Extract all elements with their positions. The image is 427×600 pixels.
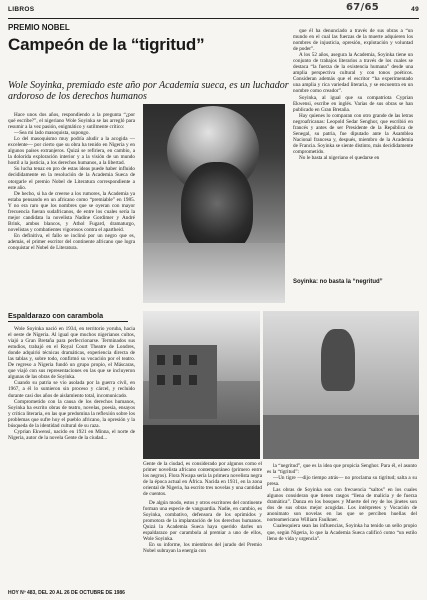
paragraph: De hecho, si ha de creerse a los rumores, la Academia ya estaba pensando en un africano como “premiable” en 1985. Y no era raro que los nombres que se oyeran con mayor frecuencia fueran sudafricanos, de entre los cuales sería la mejor candidata la novelista Nadine Gordimer y André Brink, ambos blancos, y Athol Fugard, dramaturgo, novelistas y combatientes vigorosos contra el apartheid. xyxy=(8,190,135,233)
headline: Campeón de la “tigritud” xyxy=(8,35,205,54)
paragraph: Hace unos dos años, respondiendo a la pregunta “¿por qué escribe?”, el nigeriano Wole Soyinka se las arregló para resumir a la vez pasión, enigmático y sutilmente crítico: xyxy=(8,112,135,131)
paragraph: Cualesquiera sean las influencias, Soyinka ha tenido un sello propio que, según Nigeria, lo que la Academia Sueca calificó como “un estilo lleno de vida y urgencia”. xyxy=(267,523,417,542)
paragraph: Cuando su patria se vio asolada por la guerra civil, en 1967, a él lo sumieron sin proceso y cárcel, y recluido durante casi dos años de aislamiento total, incomunicado. xyxy=(8,380,135,399)
paragraph: Hay quienes lo comparan con otro grande de las letras negroafricanas: Leopold Sedar Senghor, que escribió en francés y antes de ser Presidente de la República de Senegal, su patria, fue diputado ante la Asamblea Nacional francesa y, después, miembro de la Academia de Francia. Soyinka se siente distinto, más decididamente comprometido. xyxy=(293,112,413,155)
column-2-bottom xyxy=(143,500,262,586)
paragraph: De algún modo, estos y otros escritores del continente forman una especie de vanguardia. Nadie, en cambio, es Soyinka, combativo, defensora de los oprimidos y promotora de la implantación de los derechos humanos. Quizá la Academia Sueca haya querido darles un espaldarazo por carambola al premiar a uno de ellos, Wole Soyinka. xyxy=(143,500,262,543)
author-photo xyxy=(143,104,285,303)
paragraph: En su informe, los miembros del jurado del Premio Nobel subrayan la energía con xyxy=(143,542,262,555)
paragraph: Lo del masoquismo muy podría aludir a la acogida —excelente— por cierto que su obra ha tenido en Nigeria y en algunos países extranjeros. Quizá se refiriera, en cambio, a la dolorida exploración interior y a la visión de un mundo hostil a la justicia, a los derechos humanos, a la libertad. xyxy=(8,136,135,167)
paragraph: Soyinka, al igual que su compatriota Cyprian Ekwensi, escribe en inglés. Varias de sus obras se han publicado en Gran Bretaña. xyxy=(293,94,413,113)
subhead: Espaldarazo con carambola xyxy=(8,311,128,322)
photo2-caption-text: Gente de la ciudad, es considerado por algunos como el primer novelista africano contemporáneo (primero entre los negros). Flora Nwapa sería la primera novelista negra de la época actual en África. Nacida en 1931, en la zona oriental de Nigeria, ha escrito tres novelas y una cantidad de cuentos. xyxy=(143,461,262,498)
paragraph: Las obras de Soyinka son con frecuencia “saltos” en los cuales algunos consideran que tienen rasgos “llena de malicia y de fuerza dramática”. Danza en los bosques y Muerte del rey de los jinetes son dos de sus obras mejor acogidas. Los intérpretes y Vocación de anonimato son novelas en las que se perciben huellas del norteamericano William Faulkner. xyxy=(267,487,417,524)
paragraph: A los 52 años, asegura la Academia, Soyinka tiene un conjunto de trabajos literarios a través de los cuales se destaca “la fuerza de la existencia humana” desde una amplia perspectiva cultural y con tonos poéticos. Consideran además que el escritor “ha experimentado una amplia y rica variedad literaria, y se encuentra en un nombre como creador”. xyxy=(293,52,413,95)
paragraph: la “negritud”, que es la idea que propicia Senghor. Para él, el asunto es la “tigritud”: xyxy=(267,463,417,476)
paragraph: Su lucha tenaz en pro de estas ideas puede haber influido decididamente en la resolución de la Academia Sueca de otorgarle el premio Nobel de Literatura correspondiente a este año. xyxy=(8,166,135,191)
paragraph: —Un tigre —dijo tiempo atrás— no proclama su tigritud; salta a su presa. xyxy=(267,475,417,488)
section-label: LIBROS xyxy=(8,6,35,13)
column-1-top xyxy=(8,112,135,307)
paragraph: Comprometido con la causa de los derechos humanos, Soyinka ha escrito obras de teatro, novelas, poesía, ensayos y crítica literaria, en las que predomina la reflexión sobre los problemas que sufre hoy el pueblo africano, la opresión y la búsqueda de la identidad cultural de su raza. xyxy=(8,398,135,429)
paragraph: Cyprian Ekwensi, nacido en 1921 en Minna, el norte de Nigeria, autor de la novela Gente de la ciudad... xyxy=(8,428,135,441)
issue-footer: HOY Nº 483, DEL 20 AL 26 DE OCTUBRE DE 1986 xyxy=(8,590,125,596)
handwritten-note: 67/65 xyxy=(346,2,379,13)
page-number: 49 xyxy=(411,6,419,13)
paragraph: Wole Soyinka nació en 1934, en territorio yoruba, hacia el oeste de Nigeria. Al igual que muchos nigerianos cultos, viajó a Gran Bretaña para perfeccionarse. Terminados sus estudios, trabajó en el Royal Court Theatre de Londres, donde adquirió técnicas dramáticas, experiencia directa de las tablas y, sobre todo, confirmó su vocación por el teatro. De regreso a Nigeria fundó un grupo propio, el Máscaras, que viajó con sus representaciones en las que se incluyeron algunas de las obras de Soyinka. xyxy=(8,326,135,381)
paragraph: En definitiva, el fallo se inclinó por un negro que es, además, el primer escritor del continente africano que logra conquistar el Nobel de Literatura. xyxy=(8,232,135,252)
paragraph: —Sea mi lado masoquista, supongo. xyxy=(14,130,90,137)
deck: Wole Soyinka, premiado este año por Academia sueca, es un luchador ardoroso de los derechos humanos xyxy=(8,80,289,102)
column-3-bottom xyxy=(267,463,417,587)
paragraph: que él ha denunciado a través de sus obras a “un mundo en el cual las fuerzas de la muerte adquieren los nombres de injusticia, opresión, explotación y voluntad de poder”. xyxy=(293,28,413,53)
photo-caption: Soyinka: no basta la “negritud” xyxy=(293,279,383,285)
kicker: PREMIO NOBEL xyxy=(8,23,70,32)
office-photo xyxy=(263,311,419,459)
column-3 xyxy=(293,28,413,276)
paragraph: No le basta al nigeriano el quedarse en xyxy=(299,154,380,161)
city-photo xyxy=(143,311,260,459)
column-1-bottom xyxy=(8,326,135,586)
